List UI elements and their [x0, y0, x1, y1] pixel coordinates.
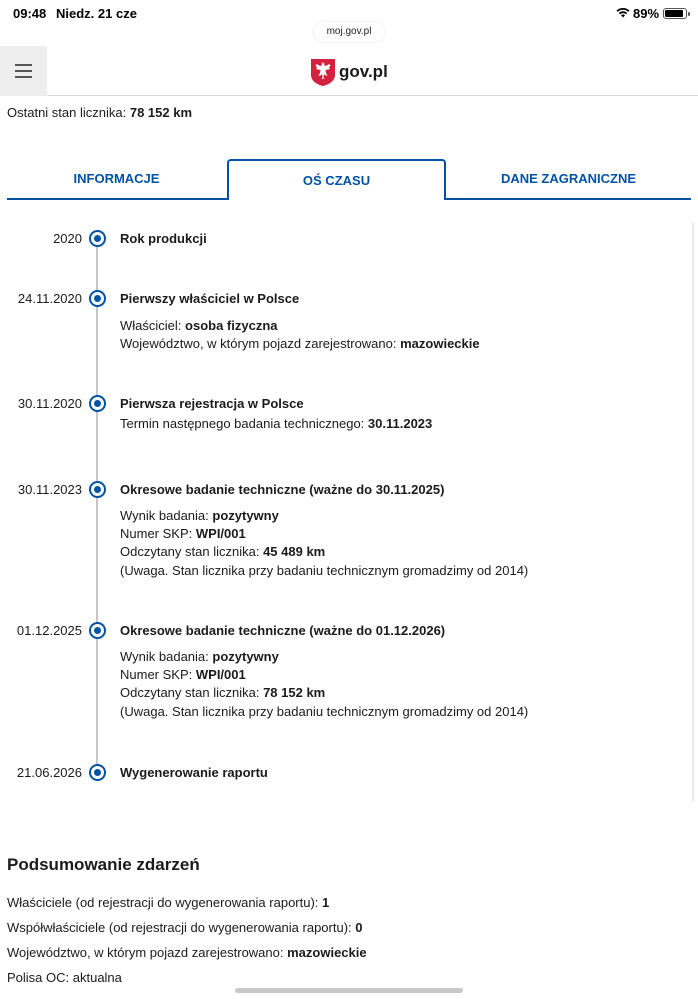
detail-value: pozytywny — [212, 508, 279, 523]
battery-fill — [665, 10, 683, 17]
detail-label: (Uwaga. Stan licznika przy badaniu technicznym gromadzimy od 2014) — [120, 704, 529, 719]
timeline-event-title: Okresowe badanie techniczne (ważne do 30.11.2025) — [120, 482, 445, 497]
detail-value: WPI/001 — [195, 667, 246, 682]
detail-label: Wynik badania: — [120, 508, 209, 523]
timeline-dot-icon — [89, 290, 106, 307]
last-reading-value: 78 152 km — [129, 105, 193, 120]
timeline-event-date: 21.06.2026 — [16, 765, 82, 780]
hamburger-menu-button[interactable] — [0, 46, 47, 96]
detail-value: 78 152 km — [263, 685, 326, 700]
scrollbar-track[interactable] — [692, 222, 694, 802]
timeline-dot-icon — [89, 764, 106, 781]
timeline-event-detail — [120, 704, 528, 719]
timeline-event-date: 30.11.2020 — [17, 396, 82, 411]
timeline-event-detail — [120, 416, 432, 431]
timeline-event-date: 2020 — [53, 231, 82, 246]
timeline-event-date: 24.11.2020 — [17, 291, 82, 306]
summary-label: Polisa OC: aktualna — [7, 970, 122, 985]
detail-label: Odczytany stan licznika: — [120, 685, 260, 700]
summary-label: Współwłaściciele (od rejestracji do wygenerowania raportu): — [7, 920, 352, 935]
timeline-event-title: Rok produkcji — [120, 231, 207, 246]
detail-value: mazowieckie — [400, 336, 480, 351]
timeline-event-date: 01.12.2025 — [16, 623, 82, 638]
timeline-event-detail — [120, 508, 279, 523]
summary-line — [7, 945, 367, 960]
timeline-event-title: Pierwszy właściciel w Polsce — [120, 291, 300, 306]
site-header — [0, 46, 698, 96]
status-time: 09:48 — [13, 6, 47, 21]
timeline-dot-icon — [89, 622, 106, 639]
timeline-event-title: Wygenerowanie raportu — [120, 765, 268, 780]
timeline-event-detail — [120, 318, 278, 333]
detail-value: WPI/001 — [195, 526, 246, 541]
timeline-event-detail — [120, 649, 279, 664]
status-date: Niedz. 21 cze — [56, 6, 137, 21]
summary-value: 1 — [322, 895, 330, 910]
detail-label: Województwo, w którym pojazd zarejestrowano: — [120, 336, 397, 351]
timeline-dot-icon — [89, 395, 106, 412]
wifi-icon — [616, 7, 630, 18]
detail-label: Wynik badania: — [120, 649, 209, 664]
timeline-event-detail — [120, 544, 325, 559]
timeline-event-detail — [120, 685, 325, 700]
detail-value: osoba fizyczna — [185, 318, 278, 333]
gov-logo[interactable] — [311, 58, 388, 86]
battery-icon — [663, 8, 687, 19]
detail-value: 45 489 km — [263, 544, 326, 559]
timeline-event-title: Okresowe badanie techniczne (ważne do 01.12.2026) — [120, 623, 446, 638]
detail-value: pozytywny — [212, 649, 279, 664]
detail-value: 30.11.2023 — [367, 416, 433, 431]
summary-label: Właściciele (od rejestracji do wygenerowania raportu): — [7, 895, 319, 910]
last-odometer-reading — [7, 105, 192, 120]
timeline-line — [96, 238, 98, 773]
detail-label: Odczytany stan licznika: — [120, 544, 260, 559]
detail-label: (Uwaga. Stan licznika przy badaniu technicznym gromadzimy od 2014) — [120, 563, 529, 578]
logo-text: gov.pl — [339, 62, 388, 81]
detail-label: Numer SKP: — [120, 667, 193, 682]
home-indicator[interactable] — [235, 988, 463, 993]
timeline-event-detail — [120, 667, 246, 682]
timeline-dot-icon — [89, 230, 106, 247]
timeline-event-title: Pierwsza rejestracja w Polsce — [120, 396, 304, 411]
tab-dane-zagraniczne[interactable]: DANE ZAGRANICZNE — [500, 171, 637, 186]
summary-value: mazowieckie — [287, 945, 367, 960]
timeline-dot-icon — [89, 481, 106, 498]
tab-bar — [7, 159, 691, 200]
url-bar[interactable]: moj.gov.pl — [314, 22, 384, 42]
summary-line — [7, 970, 122, 985]
timeline-event-detail — [120, 526, 246, 541]
timeline-event-detail — [120, 563, 528, 578]
summary-line — [7, 895, 329, 910]
tab-informacje[interactable]: INFORMACJE — [73, 171, 160, 186]
detail-label: Termin następnego badania technicznego: — [120, 416, 365, 431]
eagle-emblem-icon — [311, 59, 335, 86]
detail-label: Właściciel: — [120, 318, 182, 333]
tab-os-czasu[interactable]: OŚ CZASU — [227, 159, 446, 200]
last-reading-label: Ostatni stan licznika: — [7, 105, 127, 120]
timeline-event-detail — [120, 336, 480, 351]
summary-label: Województwo, w którym pojazd zarejestrowano: — [7, 945, 284, 960]
timeline-event-date: 30.11.2023 — [17, 482, 82, 497]
summary-line — [7, 920, 363, 935]
detail-label: Numer SKP: — [120, 526, 193, 541]
summary-title: Podsumowanie zdarzeń — [7, 855, 200, 874]
summary-value: 0 — [355, 920, 363, 935]
battery-percent: 89% — [633, 6, 660, 21]
